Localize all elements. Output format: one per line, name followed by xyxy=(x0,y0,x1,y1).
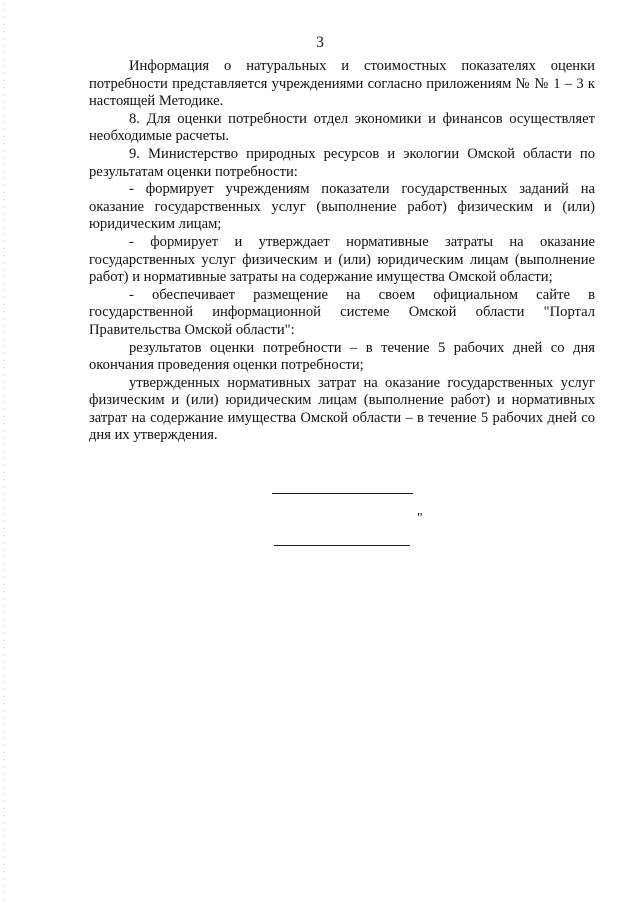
paragraph-info: Информация о натуральных и стоимостных показателях оценки потребности представляется учреждениями согласно приложениям № № 1 – 3 к настоящей Методике. xyxy=(89,58,595,110)
list-item-forms-tasks: - формирует учреждениям показатели государственных заданий на оказание государственных услуг (выполнение работ) физическим и (или) юридическим лицам; xyxy=(89,181,595,233)
paragraph-9: 9. Министерство природных ресурсов и экологии Омской области по результатам оценки потребности: xyxy=(89,145,595,180)
list-item-approves-costs: - формирует и утверждает нормативные затраты на оказание государственных услуг физическим и (или) юридическим лицам (выполнение работ) и нормативные затраты на содержание имущества Омской области; xyxy=(89,233,595,286)
list-item-publishes: - обеспечивает размещение на своем официальном сайте в государственной информационной системе Омской области "Портал Правительства Омской области": xyxy=(89,286,595,338)
publish-item-results: результатов оценки потребности – в течение 5 рабочих дней со дня окончания проведения оценки потребности; xyxy=(89,339,595,374)
paragraph-8: 8. Для оценки потребности отдел экономики и финансов осуществляет необходимые расчеты. xyxy=(89,110,595,145)
closing-quote-mark: " xyxy=(417,511,423,526)
separator-line-bottom xyxy=(274,545,410,546)
scan-edge-dots xyxy=(3,0,5,905)
separator-line-top xyxy=(272,493,413,494)
page-number: 3 xyxy=(316,34,324,51)
body-text xyxy=(89,58,595,445)
publish-item-costs: утвержденных нормативных затрат на оказание государственных услуг физическим и (или) юридическим лицам (выполнение работ) и нормативных затрат на содержание имущества Омской области – в течение 5 рабочих дней со дня их утверждения. xyxy=(89,374,595,444)
